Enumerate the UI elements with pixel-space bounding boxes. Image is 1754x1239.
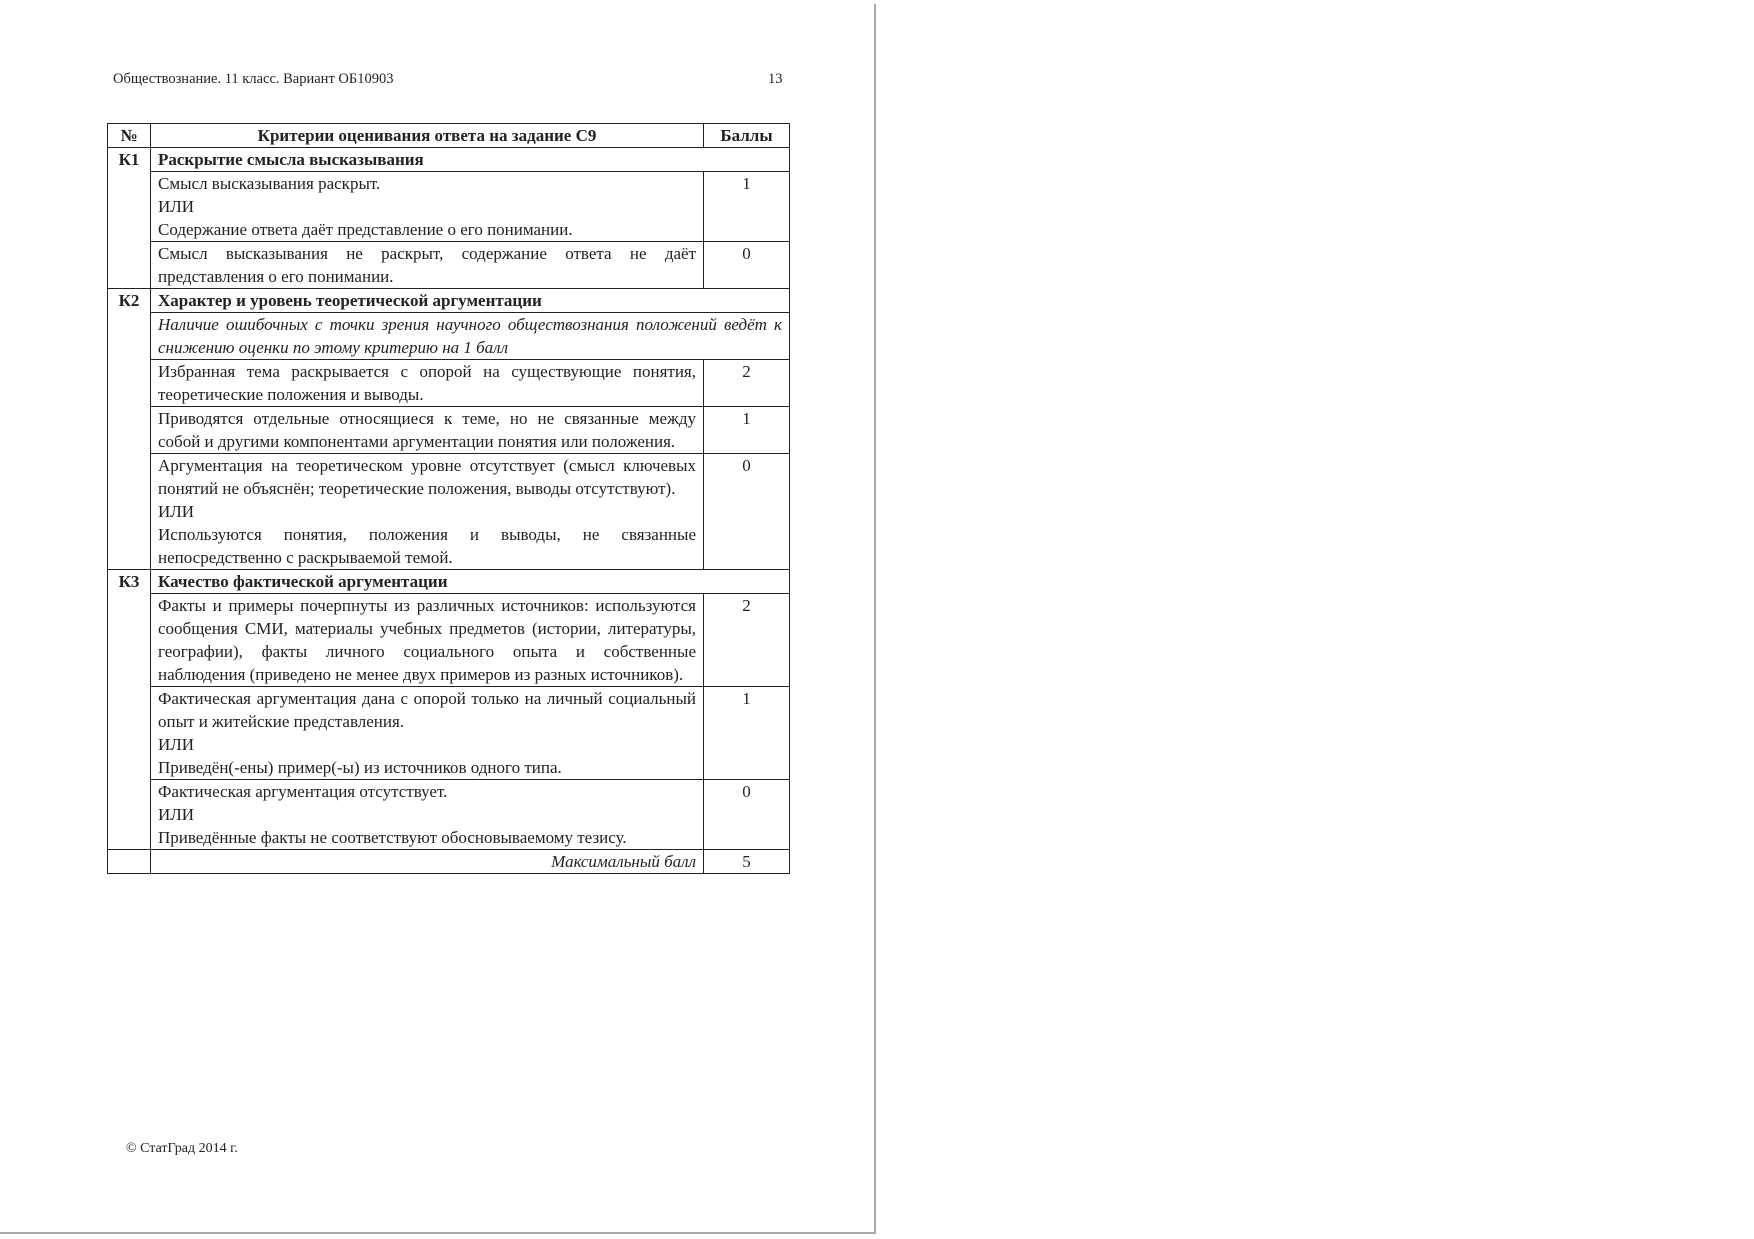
criterion-line: Аргументация на теоретическом уровне отсутствует (смысл ключевых понятий не объяснён; теоретические положения, выводы отсутствуют). bbox=[158, 456, 696, 498]
criterion-text: Факты и примеры почерпнуты из различных источников: используются сообщения СМИ, материалы учебных предметов (истории, литературы, географии), факты личного социального опыта и собственные наблюдения (приведено не менее двух примеров из разных источников). bbox=[151, 594, 704, 687]
empty-cell bbox=[108, 850, 151, 874]
page-header-subject: Обществознание. 11 класс. Вариант ОБ10903 bbox=[113, 71, 394, 87]
criterion-text bbox=[151, 172, 704, 242]
criterion-title-k2: Характер и уровень теоретической аргументации bbox=[151, 289, 790, 313]
table-row bbox=[108, 570, 790, 594]
score-cell: 0 bbox=[704, 780, 790, 850]
criterion-line: Смысл высказывания раскрыт. bbox=[158, 174, 381, 193]
criterion-code-k3: К3 bbox=[108, 570, 151, 850]
header-criteria: Критерии оценивания ответа на задание С9 bbox=[151, 124, 704, 148]
table-row bbox=[108, 687, 790, 780]
criterion-note: Наличие ошибочных с точки зрения научного обществознания положений ведёт к снижению оценки по этому критерию на 1 балл bbox=[151, 313, 790, 360]
header-score: Баллы bbox=[704, 124, 790, 148]
table-header-row bbox=[108, 124, 790, 148]
max-score-label: Максимальный балл bbox=[151, 850, 704, 874]
criterion-code-k2: К2 bbox=[108, 289, 151, 570]
table-row bbox=[108, 360, 790, 407]
criteria-table bbox=[107, 123, 790, 874]
table-row bbox=[108, 313, 790, 360]
table-row bbox=[108, 242, 790, 289]
or-separator: ИЛИ bbox=[158, 197, 195, 216]
criterion-code-k1: К1 bbox=[108, 148, 151, 289]
criterion-text: Смысл высказывания не раскрыт, содержание ответа не даёт представления о его понимании. bbox=[151, 242, 704, 289]
criterion-text bbox=[151, 454, 704, 570]
criterion-text bbox=[151, 780, 704, 850]
criterion-line: Используются понятия, положения и выводы, не связанные непосредственно с раскрываемой темой. bbox=[158, 525, 696, 567]
table-row bbox=[108, 594, 790, 687]
table-row bbox=[108, 407, 790, 454]
or-separator: ИЛИ bbox=[158, 735, 195, 754]
criterion-line: Фактическая аргументация дана с опорой только на личный социальный опыт и житейские представления. bbox=[158, 689, 696, 731]
score-cell: 1 bbox=[704, 687, 790, 780]
criterion-title-k1: Раскрытие смысла высказывания bbox=[151, 148, 790, 172]
criterion-title-k3: Качество фактической аргументации bbox=[151, 570, 790, 594]
table-row bbox=[108, 172, 790, 242]
or-separator: ИЛИ bbox=[158, 502, 195, 521]
criterion-text: Приводятся отдельные относящиеся к теме, но не связанные между собой и другими компонентами аргументации понятия или положения. bbox=[151, 407, 704, 454]
table-row bbox=[108, 148, 790, 172]
score-cell: 1 bbox=[704, 172, 790, 242]
max-score-value: 5 bbox=[704, 850, 790, 874]
score-cell: 2 bbox=[704, 360, 790, 407]
page-number: 13 bbox=[768, 71, 783, 87]
header-num: № bbox=[108, 124, 151, 148]
score-cell: 2 bbox=[704, 594, 790, 687]
criterion-line: Приведённые факты не соответствуют обосновываемому тезису. bbox=[158, 828, 627, 847]
score-cell: 1 bbox=[704, 407, 790, 454]
criterion-line: Фактическая аргументация отсутствует. bbox=[158, 782, 448, 801]
criterion-text: Избранная тема раскрывается с опорой на существующие понятия, теоретические положения и выводы. bbox=[151, 360, 704, 407]
or-separator: ИЛИ bbox=[158, 805, 195, 824]
table-row bbox=[108, 780, 790, 850]
score-cell: 0 bbox=[704, 242, 790, 289]
criterion-text bbox=[151, 687, 704, 780]
criterion-line: Содержание ответа даёт представление о его понимании. bbox=[158, 220, 573, 239]
copyright-footer: © СтатГрад 2014 г. bbox=[126, 1141, 238, 1156]
table-row bbox=[108, 454, 790, 570]
max-score-row bbox=[108, 850, 790, 874]
document-page bbox=[0, 4, 876, 1234]
score-cell: 0 bbox=[704, 454, 790, 570]
table-row bbox=[108, 289, 790, 313]
criterion-line: Приведён(-ены) пример(-ы) из источников одного типа. bbox=[158, 758, 562, 777]
